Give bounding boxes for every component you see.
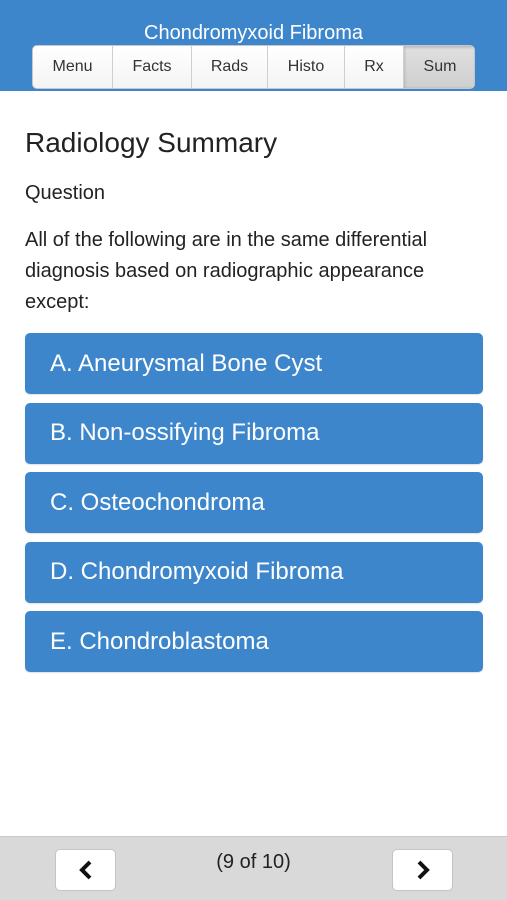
page-counter: (9 of 10)	[216, 851, 291, 873]
chevron-left-icon	[78, 860, 94, 880]
previous-button[interactable]	[55, 849, 116, 891]
chevron-right-icon	[415, 860, 431, 880]
app-title: Chondromyxoid Fibroma	[144, 22, 363, 44]
answer-button-d[interactable]: D. Chondromyxoid Fibroma	[25, 542, 483, 603]
answer-button-b[interactable]: B. Non-ossifying Fibroma	[25, 403, 483, 464]
tab-histo[interactable]: Histo	[268, 46, 345, 88]
footer-toolbar	[0, 836, 507, 900]
tab-facts[interactable]: Facts	[113, 46, 192, 88]
answer-list	[25, 333, 483, 681]
tab-rads[interactable]: Rads	[192, 46, 268, 88]
answer-button-a[interactable]: A. Aneurysmal Bone Cyst	[25, 333, 483, 394]
tab-menu[interactable]: Menu	[33, 46, 113, 88]
question-label: Question	[25, 182, 106, 204]
tab-bar	[32, 45, 475, 89]
next-button[interactable]	[392, 849, 453, 891]
answer-button-c[interactable]: C. Osteochondroma	[25, 472, 483, 533]
tab-sum[interactable]: Sum	[404, 46, 475, 88]
app-header	[0, 0, 507, 91]
answer-button-e[interactable]: E. Chondroblastoma	[25, 611, 483, 672]
question-text: All of the following are in the same differential diagnosis based on radiographic appearance except:	[25, 229, 428, 313]
tab-rx[interactable]: Rx	[345, 46, 404, 88]
page-title: Radiology Summary	[25, 127, 278, 158]
